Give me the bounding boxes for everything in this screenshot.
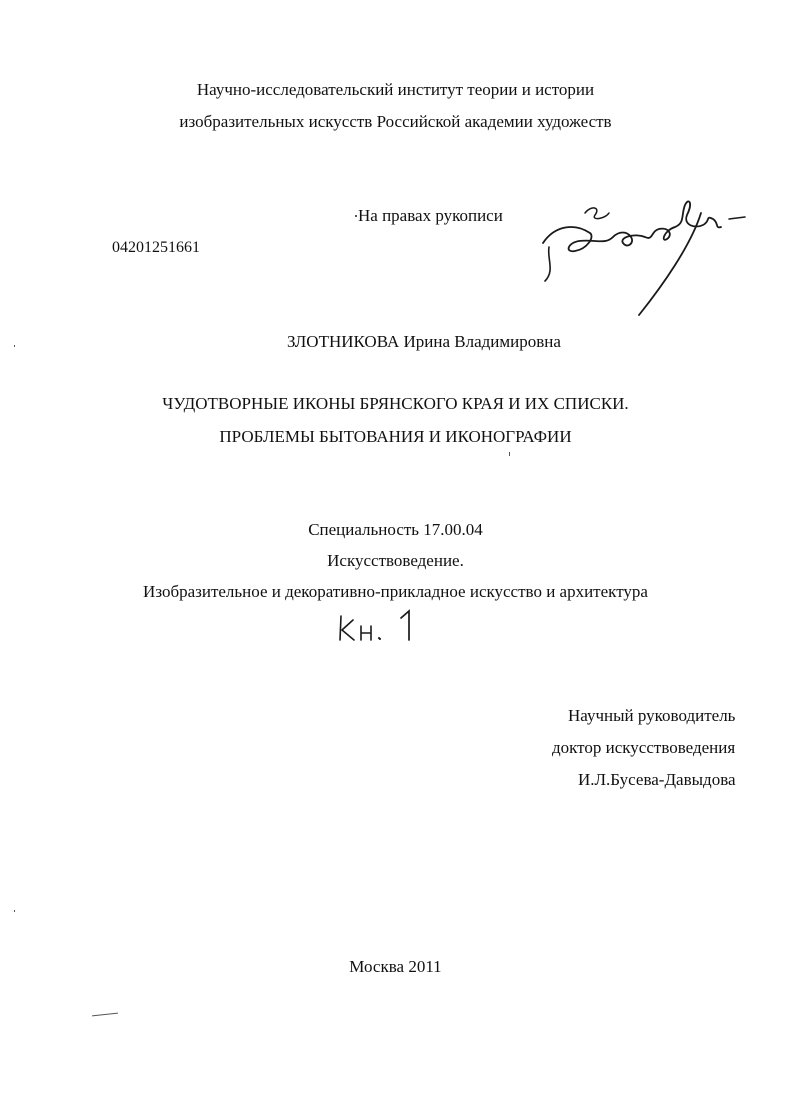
institute-line-2: изобразительных искусств Российской академии художеств (179, 112, 612, 131)
signature-image (535, 185, 750, 325)
scan-speck (14, 910, 15, 912)
manuscript-note: На правах рукописи (358, 206, 503, 225)
supervisor-role: Научный руководитель (568, 706, 736, 725)
handwritten-volume-note (335, 606, 430, 646)
specialty-field: Искусствоведение. (327, 551, 464, 570)
city-year: Москва 2011 (349, 957, 442, 976)
institute-line-1: Научно-исследовательский институт теории и истории (196, 80, 595, 99)
scan-speck (355, 215, 357, 217)
specialty-description: Изобразительное и декоративно-прикладное искусство и архитектура (143, 582, 648, 601)
specialty-code: Специальность 17.00.04 (308, 520, 483, 539)
supervisor-degree: доктор искусствоведения (552, 738, 736, 757)
supervisor-name: И.Л.Бусева-Давыдова (578, 770, 736, 789)
scan-speck (509, 452, 510, 456)
title-line-1: ЧУДОТВОРНЫЕ ИКОНЫ БРЯНСКОГО КРАЯ И ИХ СПИСКИ. (162, 394, 629, 413)
author-name: ЗЛОТНИКОВА Ирина Владимировна (287, 332, 561, 351)
scan-mark (92, 1013, 118, 1017)
scan-speck (14, 345, 15, 347)
title-line-2: ПРОБЛЕМЫ БЫТОВАНИЯ И ИКОНОГРАФИИ (219, 427, 572, 446)
catalog-number: 04201251661 (112, 239, 200, 256)
